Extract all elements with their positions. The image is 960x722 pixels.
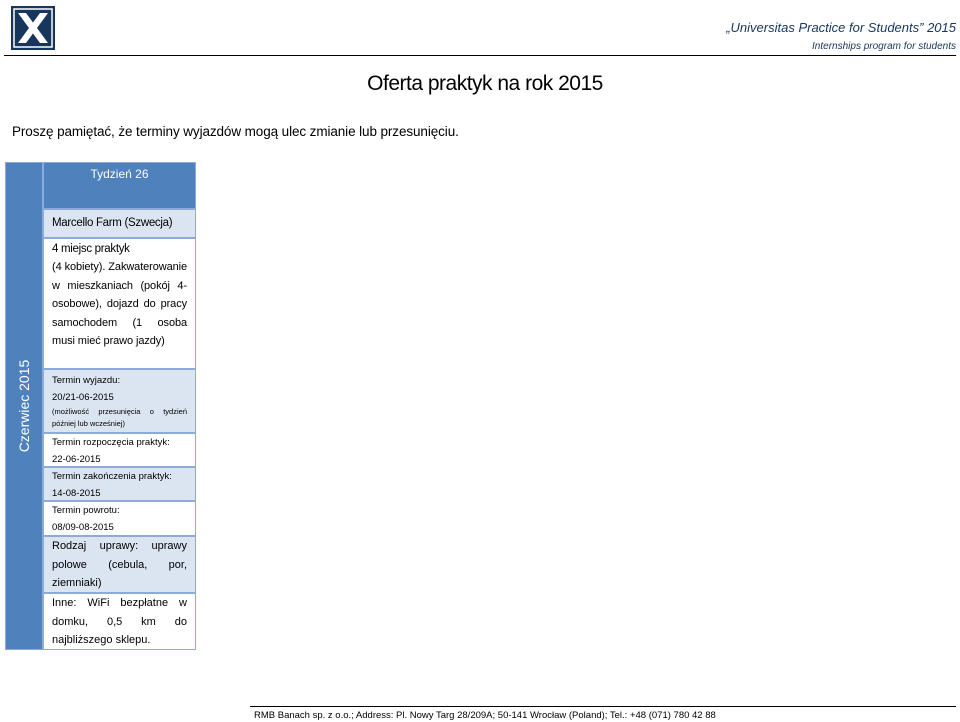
footer-divider — [250, 706, 956, 707]
company-logo — [11, 6, 55, 50]
departure-label: Termin wyjazdu: — [52, 375, 121, 386]
end-cell — [43, 467, 196, 501]
departure-note: (możliwość przesunięcia o tydzień później lub wcześniej) — [52, 407, 187, 428]
start-value: 22-06-2015 — [52, 454, 101, 465]
end-value: 14-08-2015 — [52, 488, 101, 499]
start-label: Termin rozpoczęcia praktyk: — [52, 437, 170, 448]
schedule-notice: Proszę pamiętać, że terminy wyjazdów mogą ulec zmianie lub przesunięciu. — [12, 124, 459, 139]
start-cell — [43, 433, 196, 467]
end-label: Termin zakończenia praktyk: — [52, 471, 172, 482]
places-details: (4 kobiety). Zakwaterowanie w mieszkaniach (pokój 4-osobowe), dojazd do pracy samochodem (1 osoba musi mieć prawo jazdy) — [52, 261, 187, 348]
departure-value: 20/21-06-2015 — [52, 392, 114, 403]
return-value: 08/09-08-2015 — [52, 522, 114, 533]
week-header: Tydzień 26 — [43, 162, 196, 209]
places-cell — [43, 238, 196, 369]
departure-cell — [43, 369, 196, 433]
logo-x-icon — [11, 6, 55, 50]
return-cell — [43, 501, 196, 536]
program-title: „Universitas Practice for Students” 2015 — [726, 20, 956, 35]
other-info-cell: Inne: WiFi bezpłatne w domku, 0,5 km do najbliższego sklepu. — [43, 593, 196, 650]
month-column — [5, 162, 43, 650]
farm-name-cell: Marcello Farm (Szwecja) — [43, 209, 196, 238]
document-title: Oferta praktyk na rok 2015 — [367, 72, 603, 95]
return-label: Termin powrotu: — [52, 505, 120, 516]
places-title: 4 miejsc praktyk — [52, 243, 130, 255]
header-divider — [4, 55, 956, 56]
crop-cell: Rodzaj uprawy: uprawy polowe (cebula, por, ziemniaki) — [43, 536, 196, 593]
month-label: Czerwiec 2015 — [16, 359, 32, 453]
program-subtitle: Internships program for students — [812, 41, 956, 52]
footer-address: RMB Banach sp. z o.o.; Address: Pl. Nowy Targ 28/209A; 50-141 Wrocław (Poland); Tel.: +48 (071) 780 42 88 — [254, 710, 716, 721]
